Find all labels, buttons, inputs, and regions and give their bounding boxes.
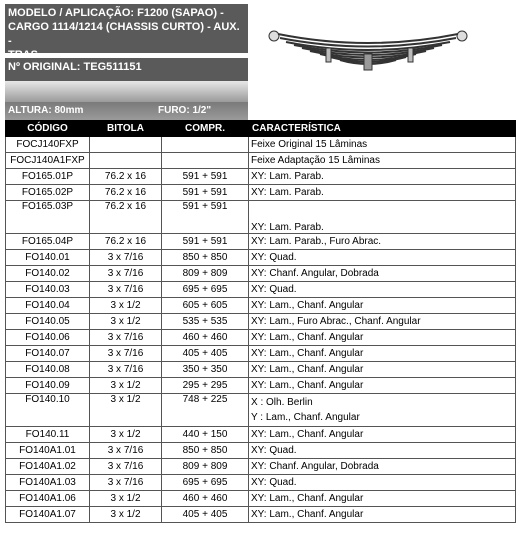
- leaf-spring-image: [250, 4, 515, 120]
- caracteristica-cell: XY: Lam., Chanf. Angular: [249, 298, 516, 314]
- bitola-cell: 3 x 7/16: [90, 250, 162, 266]
- caracteristica-cell: XY: Lam., Chanf. Angular: [249, 362, 516, 378]
- caracteristica-cell: XY: Lam., Chanf. Angular: [249, 491, 516, 507]
- bitola-cell: 3 x 1/2: [90, 507, 162, 523]
- compr-cell: 809 + 809: [162, 266, 249, 282]
- title-line: CARGO 1114/1214 (CHASSIS CURTO) - AUX. -: [8, 21, 240, 47]
- codigo-cell: FO165.01P: [6, 169, 90, 185]
- table-row: [6, 346, 516, 362]
- bitola-cell: 3 x 7/16: [90, 459, 162, 475]
- codigo-cell: FO140.11: [6, 427, 90, 443]
- codigo-cell: FO140A1.07: [6, 507, 90, 523]
- caracteristica-cell: XY: Lam. Parab.: [249, 201, 516, 234]
- table-row: [6, 201, 516, 234]
- codigo-cell: FO140.06: [6, 330, 90, 346]
- codigo-cell: FOCJ140FXP: [6, 137, 90, 153]
- bitola-cell: 3 x 1/2: [90, 378, 162, 394]
- compr-cell: 405 + 405: [162, 346, 249, 362]
- compr-cell: 405 + 405: [162, 507, 249, 523]
- compr-cell: 850 + 850: [162, 250, 249, 266]
- codigo-cell: FO165.02P: [6, 185, 90, 201]
- header-block: [5, 4, 515, 120]
- compr-cell: 440 + 150: [162, 427, 249, 443]
- bitola-cell: [90, 153, 162, 169]
- bitola-cell: 3 x 7/16: [90, 330, 162, 346]
- caracteristica-cell: XY: Lam. Parab.: [249, 185, 516, 201]
- column-header-caracteristica: CARACTERÍSTICA: [249, 121, 516, 137]
- codigo-cell: FO165.03P: [6, 201, 90, 234]
- bitola-cell: 76.2 x 16: [90, 169, 162, 185]
- table-row: [6, 169, 516, 185]
- caracteristica-cell: XY: Lam. Parab., Furo Abrac.: [249, 234, 516, 250]
- codigo-cell: FO140.04: [6, 298, 90, 314]
- table-row: [6, 298, 516, 314]
- bitola-cell: 3 x 7/16: [90, 362, 162, 378]
- compr-cell: 460 + 460: [162, 491, 249, 507]
- caracteristica-cell: XY: Lam., Chanf. Angular: [249, 427, 516, 443]
- bitola-cell: 76.2 x 16: [90, 201, 162, 234]
- bitola-cell: [90, 137, 162, 153]
- table-row: [6, 314, 516, 330]
- codigo-cell: FO140.09: [6, 378, 90, 394]
- bitola-cell: 3 x 7/16: [90, 475, 162, 491]
- caracteristica-cell: XY: Quad.: [249, 282, 516, 298]
- bitola-cell: 3 x 1/2: [90, 427, 162, 443]
- dimensions-bar: [5, 102, 248, 120]
- bitola-cell: 3 x 7/16: [90, 282, 162, 298]
- codigo-cell: FO140A1.01: [6, 443, 90, 459]
- compr-cell: 591 + 591: [162, 169, 249, 185]
- codigo-cell: FO140.03: [6, 282, 90, 298]
- parts-table: [5, 120, 516, 523]
- bitola-cell: 3 x 1/2: [90, 314, 162, 330]
- compr-cell: [162, 137, 249, 153]
- table-row: [6, 330, 516, 346]
- table-row: [6, 185, 516, 201]
- table-row: [6, 378, 516, 394]
- furo-label: FURO: 1/2": [158, 105, 212, 116]
- table-row: [6, 475, 516, 491]
- table-row: [6, 137, 516, 153]
- compr-cell: 350 + 350: [162, 362, 249, 378]
- caracteristica-cell: XY: Lam., Chanf. Angular: [249, 330, 516, 346]
- table-row: [6, 266, 516, 282]
- compr-cell: 850 + 850: [162, 443, 249, 459]
- compr-cell: [162, 153, 249, 169]
- compr-cell: 535 + 535: [162, 314, 249, 330]
- title-line: TRAS.: [8, 49, 41, 61]
- bitola-cell: 3 x 1/2: [90, 491, 162, 507]
- caracteristica-cell: XY: Lam. Parab.: [249, 169, 516, 185]
- codigo-cell: FO140.02: [6, 266, 90, 282]
- compr-cell: 748 + 225: [162, 394, 249, 427]
- compr-cell: 695 + 695: [162, 475, 249, 491]
- caracteristica-cell: XY: Lam., Furo Abrac., Chanf. Angular: [249, 314, 516, 330]
- bitola-cell: 3 x 1/2: [90, 394, 162, 427]
- info-panel: [5, 4, 248, 120]
- caracteristica-line: Y : Lam., Chanf. Angular: [251, 412, 360, 423]
- codigo-cell: FOCJ140A1FXP: [6, 153, 90, 169]
- caracteristica-cell: XY: Lam., Chanf. Angular: [249, 507, 516, 523]
- original-number: Nº ORIGINAL: TEG511151: [5, 58, 248, 81]
- caracteristica-cell: XY: Lam., Chanf. Angular: [249, 346, 516, 362]
- compr-cell: 591 + 591: [162, 201, 249, 234]
- column-header-compr: COMPR.: [162, 121, 249, 137]
- codigo-cell: FO140.08: [6, 362, 90, 378]
- title-line: MODELO / APLICAÇÃO: F1200 (SAPAO) -: [8, 7, 224, 19]
- caracteristica-cell: XY: Quad.: [249, 475, 516, 491]
- table-row: [6, 427, 516, 443]
- column-header-codigo: CÓDIGO: [6, 121, 90, 137]
- table-row: [6, 234, 516, 250]
- table-row: [6, 362, 516, 378]
- table-header-row: [6, 121, 516, 137]
- bitola-cell: 3 x 7/16: [90, 266, 162, 282]
- codigo-cell: FO140.07: [6, 346, 90, 362]
- codigo-cell: FO140.01: [6, 250, 90, 266]
- compr-cell: 605 + 605: [162, 298, 249, 314]
- bitola-cell: 76.2 x 16: [90, 234, 162, 250]
- compr-cell: 591 + 591: [162, 234, 249, 250]
- table-row: [6, 443, 516, 459]
- caracteristica-cell: XY: Quad.: [249, 250, 516, 266]
- column-header-bitola: BITOLA: [90, 121, 162, 137]
- table-row: [6, 491, 516, 507]
- compr-cell: 809 + 809: [162, 459, 249, 475]
- caracteristica-cell: [249, 394, 516, 427]
- bitola-cell: 3 x 1/2: [90, 298, 162, 314]
- caracteristica-cell: Feixe Adaptação 15 Lâminas: [249, 153, 516, 169]
- caracteristica-cell: XY: Chanf. Angular, Dobrada: [249, 459, 516, 475]
- codigo-cell: FO140A1.06: [6, 491, 90, 507]
- caracteristica-cell: XY: Lam., Chanf. Angular: [249, 378, 516, 394]
- codigo-cell: FO140A1.03: [6, 475, 90, 491]
- codigo-cell: FO140.05: [6, 314, 90, 330]
- bitola-cell: 76.2 x 16: [90, 185, 162, 201]
- compr-cell: 591 + 591: [162, 185, 249, 201]
- table-row: [6, 394, 516, 427]
- table-row: [6, 282, 516, 298]
- table-row: [6, 459, 516, 475]
- table-row: [6, 153, 516, 169]
- compr-cell: 295 + 295: [162, 378, 249, 394]
- table-row: [6, 507, 516, 523]
- codigo-cell: FO140A1.02: [6, 459, 90, 475]
- spacer-band: [5, 81, 248, 102]
- caracteristica-line: X : Olh. Berlin: [251, 397, 313, 408]
- application-title: [5, 4, 248, 61]
- altura-label: ALTURA: 80mm: [8, 105, 84, 116]
- caracteristica-cell: XY: Quad.: [249, 443, 516, 459]
- codigo-cell: FO140.10: [6, 394, 90, 427]
- table-row: [6, 250, 516, 266]
- compr-cell: 695 + 695: [162, 282, 249, 298]
- product-sheet: [5, 4, 515, 523]
- caracteristica-cell: XY: Chanf. Angular, Dobrada: [249, 266, 516, 282]
- leaf-spring-icon: [250, 4, 515, 120]
- codigo-cell: FO165.04P: [6, 234, 90, 250]
- bitola-cell: 3 x 7/16: [90, 346, 162, 362]
- bitola-cell: 3 x 7/16: [90, 443, 162, 459]
- caracteristica-cell: Feixe Original 15 Lâminas: [249, 137, 516, 153]
- compr-cell: 460 + 460: [162, 330, 249, 346]
